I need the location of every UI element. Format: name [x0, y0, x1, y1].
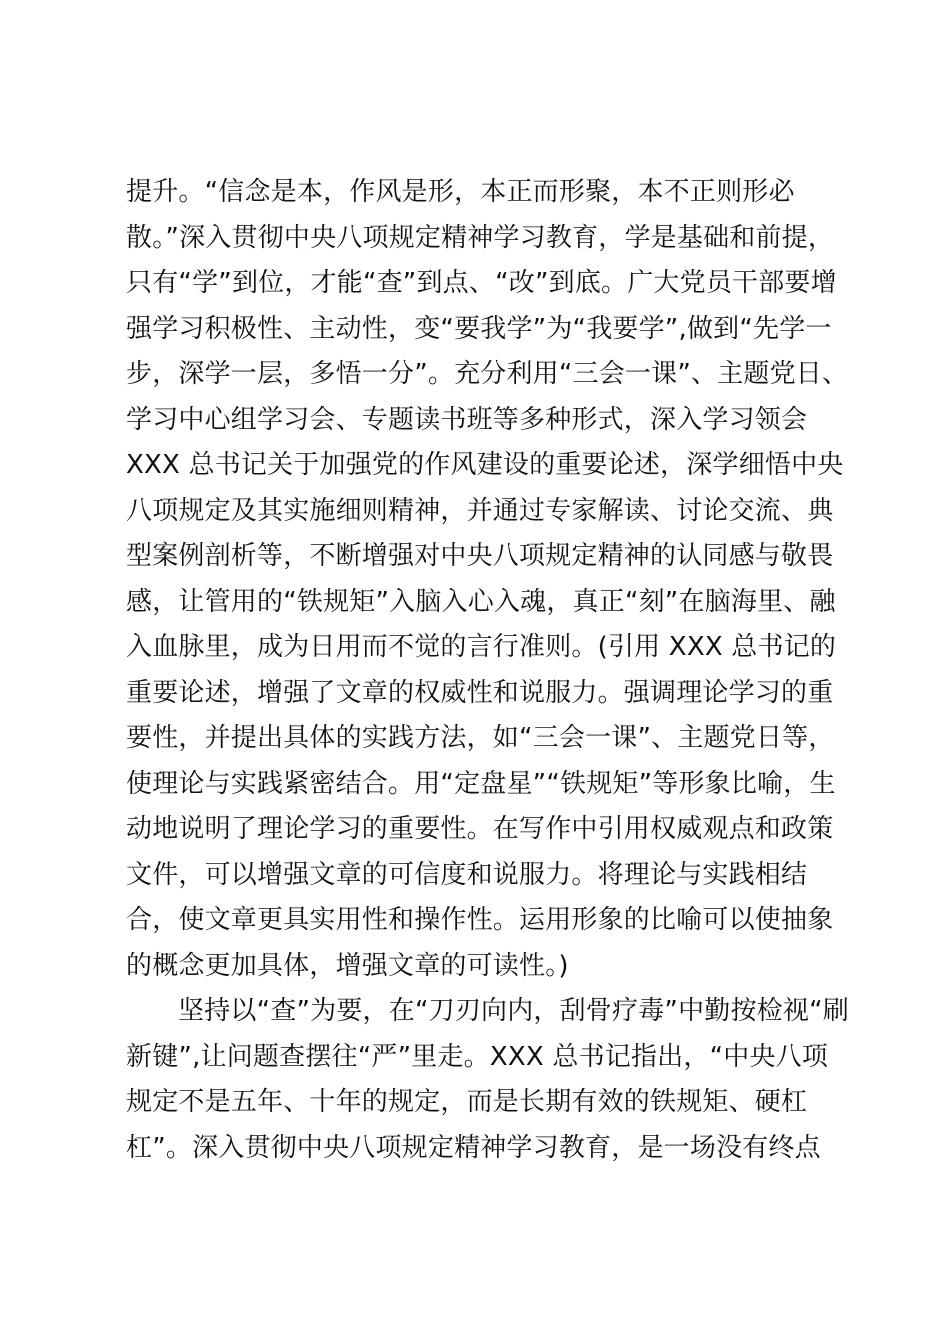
text-line: 使理论与实践紧密结合。用“定盘星”“铁规矩”等形象比喻，生	[126, 768, 836, 799]
text-line: 感，让管用的“铁规矩”入脑入心入魂，真正“刻”在脑海里、融	[126, 586, 836, 617]
text-line: 文件，可以增强文章的可信度和说服力。将理论与实践相结	[126, 859, 808, 890]
text-line: 合，使文章更具实用性和操作性。运用形象的比喻可以使抽象	[126, 905, 834, 935]
text-line: 动地说明了理论学习的重要性。在写作中引用权威观点和政策	[126, 814, 834, 844]
text-line: 入血脉里，成为日用而不觉的言行准则。(引用 XXX 总书记的	[126, 632, 837, 662]
text-line: 只有“学”到位，才能“查”到点、“改”到底。广大党员干部要增	[126, 268, 837, 298]
text-line: 散。”深入贯彻中央八项规定精神学习教育，学是基础和前提，	[126, 222, 835, 253]
text-line: 型案例剖析等，不断增强对中央八项规定精神的认同感与敬畏	[126, 541, 834, 571]
text-line: 新键”,让问题查摆往“严”里走。XXX 总书记指出，“中央八项	[126, 1041, 829, 1072]
text-line: 规定不是五年、十年的规定，而是长期有效的铁规矩、硬杠	[126, 1087, 808, 1117]
text-line: 重要论述，增强了文章的权威性和说服力。强调理论学习的重	[126, 677, 834, 708]
text-line: 学习中心组学习会、专题读书班等多种形式，深入学习领会	[126, 404, 808, 435]
body-text	[126, 170, 849, 1171]
text-line: 提升。“信念是本，作风是形，本正而形聚，本不正则形必	[126, 177, 795, 207]
text-line: 八项规定及其实施细则精神，并通过专家解读、讨论交流、典	[126, 495, 834, 526]
paragraph-start-line: 坚持以“查”为要，在“刀刃向内，刮骨疗毒”中勤按检视“刷	[178, 996, 849, 1026]
text-line: 步，深学一层，多悟一分”。充分利用“三会一课”、主题党日、	[126, 359, 849, 389]
text-line: 杠”。深入贯彻中央八项规定精神学习教育，是一场没有终点	[126, 1132, 821, 1163]
text-line: 强学习积极性、主动性，变“要我学”为“我要学”,做到“先学一	[126, 313, 832, 344]
text-line: XXX 总书记关于加强党的作风建设的重要论述，深学细悟中央	[126, 450, 844, 480]
text-line: 要性，并提出具体的实践方法，如“三会一课”、主题党日等，	[126, 723, 835, 753]
text-line: 的概念更加具体，增强文章的可读性。)	[126, 950, 569, 981]
